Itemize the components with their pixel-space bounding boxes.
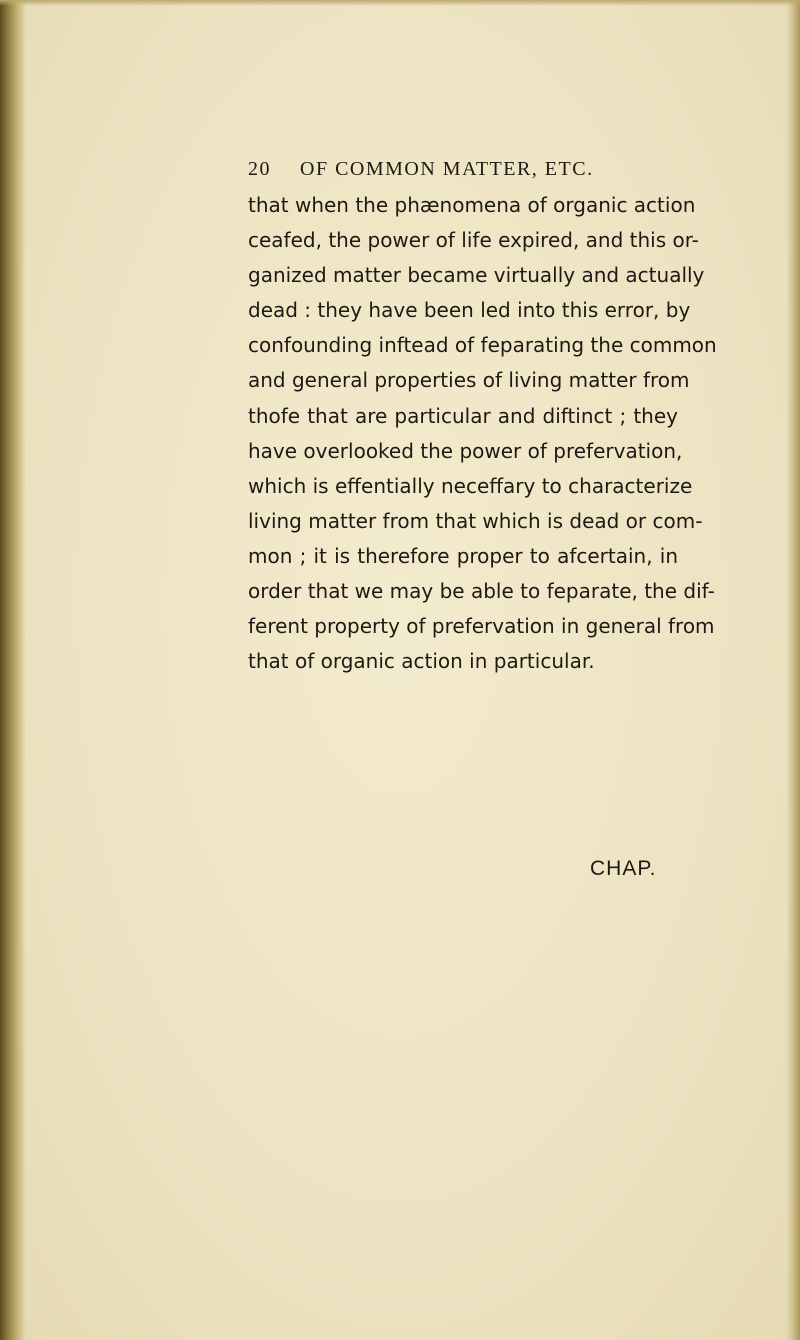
text-line: confounding inftead of feparating the common (248, 333, 717, 358)
text-line: ganized matter became virtually and actually (248, 263, 705, 288)
page-top-edge (0, 0, 800, 6)
page-number: 20 (248, 158, 271, 180)
page-header (248, 158, 678, 188)
text-line: which is effentially neceffary to characterize (248, 473, 693, 498)
text-line: ferent property of prefervation in general from (248, 614, 715, 639)
text-line: mon ; it is therefore proper to afcertain, in (248, 543, 678, 568)
text-line: ceafed, the power of life expired, and this or- (248, 228, 699, 253)
catchword: CHAP. (590, 857, 657, 880)
page-spine-shadow (0, 0, 26, 1340)
text-line: living matter from that which is dead or com- (248, 508, 703, 533)
text-line: have overlooked the power of prefervation, (248, 438, 683, 463)
running-head: OF COMMON MATTER, ETC. (300, 158, 594, 180)
body-paragraph (248, 188, 717, 679)
text-line: order that we may be able to feparate, the dif- (248, 579, 715, 604)
text-line: dead : they have been led into this error, by (248, 298, 691, 323)
text-line: and general properties of living matter from (248, 368, 690, 393)
text-line: that of organic action in particular. (248, 649, 595, 674)
text-line: thofe that are particular and diftinct ; they (248, 403, 678, 428)
text-line: that when the phænomena of organic action (248, 193, 696, 217)
page-right-edge (786, 0, 800, 1340)
